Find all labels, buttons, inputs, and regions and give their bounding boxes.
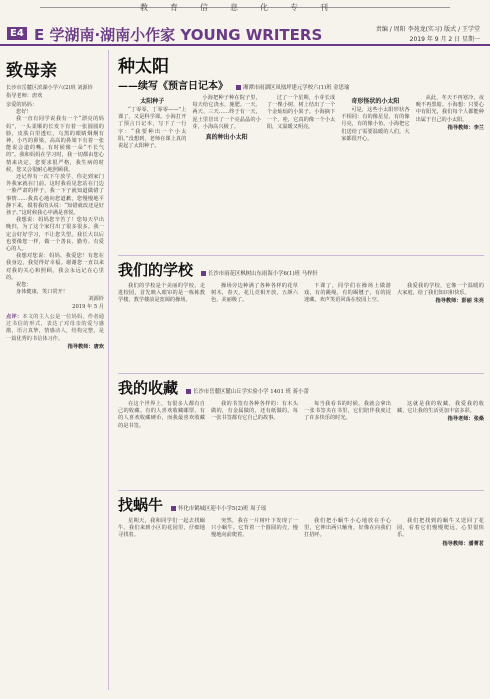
article2-byline: 长沙市雨花区枫树山东雨海小学6(1)班 马梓轩	[201, 271, 318, 278]
article1-text: “丁零零，丁零零——”上课了，又是科学课。小海打开了预言日记本，写下了一行字：“我要种出一个小太阳。”没想到，老师在课上真的说起了太阳种子。	[118, 107, 187, 150]
letter-paragraph: 身体健康，笑口常开！	[16, 289, 68, 296]
letter-greeting: 亲爱的妈妈：	[6, 102, 38, 108]
masthead	[0, 22, 490, 46]
article3-teacher: 指导老师：张桑	[447, 416, 484, 423]
left-article-tutor: 指导老师：唐欢	[6, 93, 43, 99]
article1-heading: 奇形怪状的小太阳	[351, 98, 400, 105]
article4-byline: 怀化市鹤城区迎丰小学5(2)班 周子瑶	[171, 506, 266, 513]
article4-text: 我们把找到的蜗牛又送回了花园，看着它们慢慢爬远，心里很快乐。	[397, 518, 484, 539]
square-bullet-icon	[236, 85, 241, 90]
banner-title: 教育信息化专刊	[140, 3, 350, 12]
article1-heading: 太阳种子	[140, 98, 165, 105]
article2-text: 下课了，同学们在操场上做游戏，有的跳绳，有的踢毽子，有的捉迷藏，欢声笑语回荡在校园上空。	[304, 283, 391, 304]
article1-text: 从此，冬天不再寒冷，夜晚不再黑暗。小海想：只要心中有阳光，我们每个人都能种出属于自己的小太阳。	[415, 95, 484, 123]
left-article-school: 长沙市岳麓区滨湖小学六(2)班 刘源铃	[6, 85, 93, 91]
editor-credits: 责编 / 周阳 李苑龙(实习) 版式 / 王学堂	[375, 26, 480, 33]
article3-byline: 长沙市岳麓区麓山丘学实验小学 1401 班 蒋小蕾	[186, 389, 309, 396]
section-divider	[118, 255, 484, 256]
letter-paragraph: 我想对您说：妈妈，我爱您！有您在我身边，我觉得好幸福。谢谢您一直以来对我的关心和照顾，我会永远记在心里的。	[6, 253, 104, 281]
article1-teacher: 指导教师：李兰	[447, 124, 484, 131]
letter-paragraph: 您好！	[16, 109, 32, 116]
article1-col	[192, 95, 260, 150]
article4-title: 找蜗牛	[118, 496, 164, 514]
article1-subtitle: ——续写《预言日记本》	[118, 81, 228, 92]
article4-teacher: 指导教师：潘菁茗	[442, 540, 484, 547]
section-divider	[118, 373, 484, 374]
article-find-snail	[118, 494, 484, 690]
article2-text: 我们的学校是个美丽的学校，走进校园，首先映入眼帘的是一栋栋教学楼，教学楼前是宽阔的操场。	[118, 283, 205, 304]
article-plant-sun	[118, 50, 484, 250]
article3-text: 在这个世界上，有很多人都有自己的收藏。有的人喜欢收藏邮票，有的人喜欢收藏硬币，而我最喜欢收藏的是书签。	[118, 401, 205, 429]
page-number: E4	[7, 27, 27, 40]
square-bullet-icon	[171, 506, 176, 511]
article2-teacher: 指导教师：彭丽 朱亮	[435, 298, 484, 305]
left-article	[6, 50, 109, 690]
article3-title: 我的收藏	[118, 379, 179, 397]
article1-byline: 湘潭市雨湖区凤凰坪建元学校六(1)班 金思瑜	[236, 85, 349, 92]
comment-block	[6, 314, 104, 343]
article2-text: 操场旁边种满了各种各样的花草树木，春天，花儿竞相开放，五颜六色，美丽极了。	[211, 283, 298, 304]
article1-heading: 真的种出小太阳	[205, 134, 248, 142]
section-divider	[118, 490, 484, 491]
letter-signoff: 刘源铃	[88, 296, 104, 303]
article1-col	[416, 95, 484, 150]
comment-label: 点评：	[6, 313, 23, 320]
article4-text: 我们把小蜗牛小心地放在手心里，它伸出两只触角，好像在向我们打招呼。	[304, 518, 391, 539]
article2-text: 我爱我的学校，它像一个温暖的大家庭，给了我们知识和快乐。	[397, 283, 484, 297]
article1-text: 可是，这些小太阳形状各不相同：有的像星星，有的像月亮，有的像小鱼。小海把它们送给了需要温暖的人们，大家都很开心。	[341, 107, 410, 142]
article1-text: 小海把种子种在院子里，每天给它浇水、施肥。一天、两天、三天……终于有一天，泥土里冒出了一个亮晶晶的小芽，小海高兴极了。	[192, 95, 261, 130]
letter-paragraph: 祝您：	[16, 282, 32, 289]
article3-text: 这就是我的收藏，我爱我的收藏，它让我的生活更加丰富多彩。	[397, 401, 484, 415]
comment-text: 本文的主人公是一位妈妈，作者通过书信的形式，表达了对母亲的爱与感激，语言真挚，情感动人，结构完整，是一篇优秀的书信体习作。	[6, 313, 104, 342]
article3-text: 每当我看书的时候，我就会拿出一张书签夹在书里，它们陪伴我度过了许多快乐的时光。	[304, 401, 391, 422]
article1-text: 过了一个星期，小芽长成了一棵小树，树上结出了一个个金灿灿的小果子。小海摘下一个，哇，它真的像一个小太阳，又温暖又明亮。	[266, 95, 336, 130]
article2-title: 我们的学校	[118, 261, 194, 279]
article1-col	[267, 95, 335, 150]
article1-col	[118, 95, 186, 150]
article-our-school	[118, 259, 484, 371]
top-banner	[0, 0, 490, 24]
left-article-teacher: 指导教师：唐欢	[67, 343, 104, 350]
letter-paragraph: 我想说：妈妈您辛苦了！您每天早出晚归，为了这个家付出了很多很多。我一定会好好学习，不让您失望。我长大以后也要像您一样，做一个善良、勤劳、有爱心的人。	[6, 217, 104, 253]
square-bullet-icon	[186, 389, 191, 394]
letter-paragraph: 我一直有同学说我有一个“漂亮的妈妈”，一头柔顺的长发下有着一张圆圆的脸，皮肤白里透红，乌黑的眼睛炯炯有神，小巧的鼻梁，高高的鼻梁下有着一张能说会道的嘴。有时候像一朵“不长气的”。我和妈妈在学习时，我一切都由您心情来决定，您要求很严格，我生病的时候，您又会很耐心地照顾我。	[6, 116, 104, 173]
article1-title: 种太阳	[118, 57, 169, 77]
publication-name: E 学湖南·湖南小作家 YOUNG WRITERS	[34, 26, 323, 44]
issue-date: 2019 年 9 月 2 日 星期一	[409, 36, 480, 43]
article3-text: 我的书签有各种各样的：有木头做的，有金属做的，还有纸做的。每一张书签都有它自己的故事。	[211, 401, 298, 422]
article1-col	[341, 95, 409, 150]
article4-text: 星期天，我和同学们一起去找蜗牛。我们来到小区的花园里，仔细地寻找着。	[118, 518, 205, 539]
article4-text: 突然，我在一片树叶下发现了一只小蜗牛。它背着一个圆圆的壳，慢慢地向前爬着。	[211, 518, 298, 539]
square-bullet-icon	[201, 271, 206, 276]
letter-date: 2019 年 5 月	[72, 303, 104, 310]
article-my-collection	[118, 377, 484, 487]
left-article-title: 致母亲	[6, 61, 57, 81]
letter-paragraph: 还记得有一次下午放学，你走到家门外我家就在门前。这时我看见您站在门边一脸严肃的样子，我一下子就知道做错了事情……我真心地向您道歉，您慢慢地平静下来，摸着我的头说：“知错就改还是好孩子。”这时候我心中满是喜悦。	[6, 174, 104, 217]
